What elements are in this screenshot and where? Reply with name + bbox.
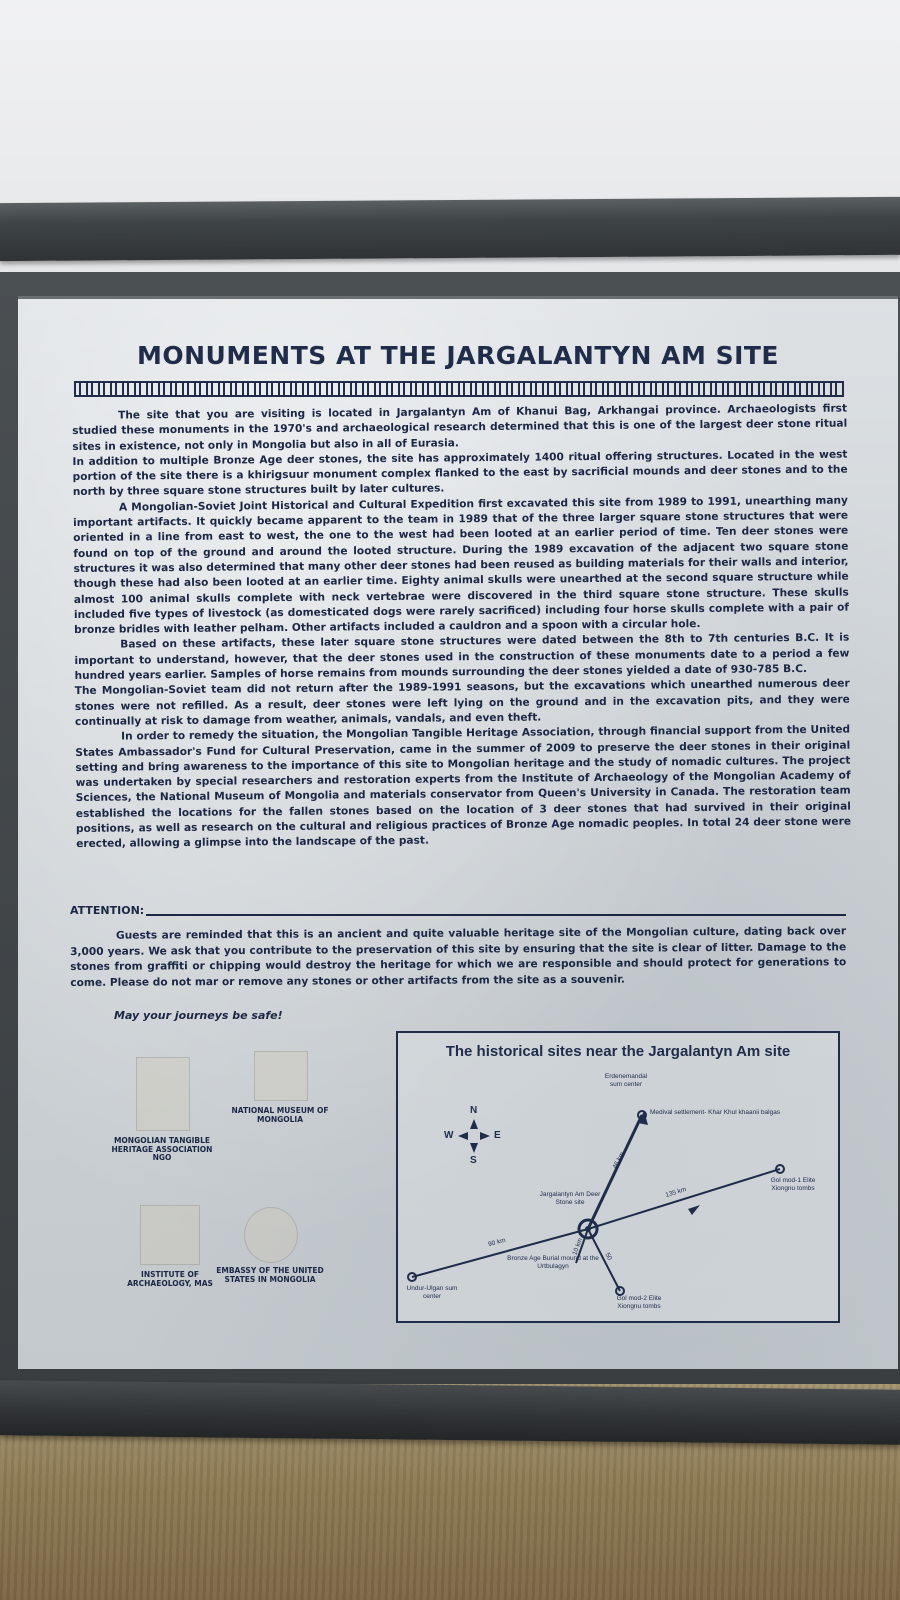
bottom-frame-rail: [0, 1380, 900, 1444]
distance-south-a: 10 km: [571, 1237, 585, 1257]
distance-west: 90 km: [487, 1236, 507, 1249]
institute-archaeology-logo-label: INSTITUTE OF ARCHAEOLOGY, MAS: [127, 1270, 213, 1288]
national-museum-logo: [254, 1051, 308, 1101]
label-burial: Bronze Age Burial mound at the Urtbulagyn: [507, 1255, 599, 1270]
compass-w: W: [444, 1130, 454, 1141]
compass-south-arrow: [470, 1143, 478, 1153]
attention-paragraph: Guests are reminded that this is an ancient and quite valuable heritage site of the Mongolian culture, dating back over 3,000 years. We ask that you contribute to the preservation of this site by ensuring that the site is clear of litter. Damage to the stones from graffiti or chipping would destroy the heritage for which we are responsible and should protect for generations to come. Please do not mar or remove any stones or other artifacts from the site as a souvenir.: [70, 925, 847, 989]
compass-n: N: [470, 1105, 478, 1116]
national-museum-logo-label: NATIONAL MUSEUM OF MONGOLIA: [231, 1106, 329, 1124]
distance-south-b: 50: [603, 1251, 614, 1262]
farewell-text: May your journeys be safe!: [114, 1009, 283, 1022]
attention-text: [70, 924, 846, 991]
mtha-logo-label: MONGOLIAN TANGIBLE HERITAGE ASSOCIATION NGO: [111, 1136, 213, 1162]
mtha-logo: [136, 1057, 190, 1131]
label-erdenemandal: Erdenemandal sum center: [604, 1073, 648, 1088]
paragraph-restoration: In order to remedy the situation, the Mongolian Tangible Heritage Association, through financial support from the United States Ambassador's Fund for Cultural Preservation, came in the summer of 2009 to preserve the deer stones in their original setting and bring awareness to the importance of this site to Mongolian heritage and the study of nomadic cultures. The project was undertaken by special researchers and restoration experts from the Institute of Archaeology of the Mongolian Academy of Sciences, the National Museum of Mongolia and materials conservator from Queen's University in Canada. The restoration team established the locations for the fallen stones based on the location of 3 deer stones that had survived in their original positions, as well as research on the cultural and religious practices of Bronze Age nomadic peoples. In total 24 deer stone were erected, allowing a glimpse into the landscape of the past.: [75, 723, 852, 851]
us-embassy-seal: [244, 1207, 298, 1263]
institute-archaeology-logo: [140, 1205, 200, 1265]
compass-s: S: [470, 1155, 477, 1166]
information-sign: [18, 296, 898, 1369]
paragraph-structures: In addition to multiple Bronze Age deer stones, the site has approximately 1400 ritual offering structures. Located in the west portion of the site there is a khirigsuur monument complex flanked to the east by sacrificial mounds and deer stones and to the north by three square stone structures built by later cultures.: [72, 448, 848, 499]
label-undur: Undur-Ulgan sum center: [406, 1285, 458, 1300]
attention-label: ATTENTION:: [70, 904, 145, 917]
paragraph-dating: Based on these artifacts, these later square stone structures were dated between the 8th to 7th centuries B.C. It is important to understand, however, that the deer stones used in the construction of these monuments date to a period a few hundred years earlier. Samples of horse remains from mounds surrounding the deer stones yielded a date of 930-785 B.C.: [74, 632, 850, 683]
sign-title: MONUMENTS AT THE JARGALANTYN AM SITE: [136, 341, 780, 370]
paragraph-expedition: A Mongolian-Soviet Joint Historical and Cultural Expedition first excavated this site from 1989 to 1991, unearthing many important artifacts. It quickly became apparent to the team in 1989 that of the three larger square stone structures that were oriented in a line from east to west, the one to the west had been looted at an earlier period of time. Ten deer stones were found on top of the ground and around the looted structure. During the 1989 excavation of the adjacent two square stone structures it was also determined that many other deer stones had been reused as building materials for their walls and interior, though these had also been looted at an earlier time. Eighty animal skulls were unearthed at the second square structure while almost 100 animal skulls complete with neck vertebrae were discovered in the third square stone structure. These skulls included five types of livestock (as domesticated dogs were rarely sacrificed) including four horse skulls complete with a pair of bronze bridles with leather pelham. Other artifacts included a cauldron and a spoon with a circular hole.: [73, 494, 849, 637]
label-medieval: Medival settlement- Khar Khul khaanii balgas: [650, 1109, 781, 1116]
top-frame-rail: [0, 197, 900, 261]
nearby-sites-map: [396, 1031, 840, 1323]
road-east: [588, 1169, 780, 1229]
site-marker-jargalantyn-center: [585, 1226, 591, 1232]
compass-north-arrow: [470, 1119, 478, 1129]
label-golmod1: Gol mod-1 Elite Xiongnu tombs: [770, 1177, 816, 1192]
paragraph-risk: The Mongolian-Soviet team did not return after the 1989-1991 seasons, but the excavations which unearthed numerous deer stones were not refilled. As a result, deer stones were left lying on the ground and in the excavation pits, and they were continually at risk to damage from weather, animals, vandals, and even theft.: [74, 677, 850, 728]
compass-e: E: [494, 1130, 501, 1141]
paragraph-intro: The site that you are visiting is located in Jargalantyn Am of Khanui Bag, Arkhangai province. Archaeologists first studied these monuments in the 1970's and archaeological research determined that this is one of the largest deer stone ritual sites in existence, not only in Mongolia but also in all of Eurasia.: [72, 402, 848, 453]
label-golmod2: Gol mod-2 Elite Xiongnu tombs: [616, 1295, 662, 1310]
compass-west-arrow: [458, 1132, 468, 1140]
map-title: The historical sites near the Jargalantyn Am site: [445, 1043, 791, 1060]
distance-north: 46 km: [611, 1151, 627, 1171]
attention-divider: [146, 914, 846, 916]
greek-key-border: [74, 381, 844, 397]
arrow-east: [688, 1205, 700, 1215]
label-jargalantyn: Jargalantyn Am Deer Stone site: [539, 1191, 601, 1206]
sign-body: [72, 402, 851, 853]
us-embassy-seal-label: EMBASSY OF THE UNITED STATES IN MONGOLIA: [216, 1266, 324, 1284]
compass-east-arrow: [480, 1132, 490, 1140]
distance-east: 135 km: [664, 1186, 688, 1199]
